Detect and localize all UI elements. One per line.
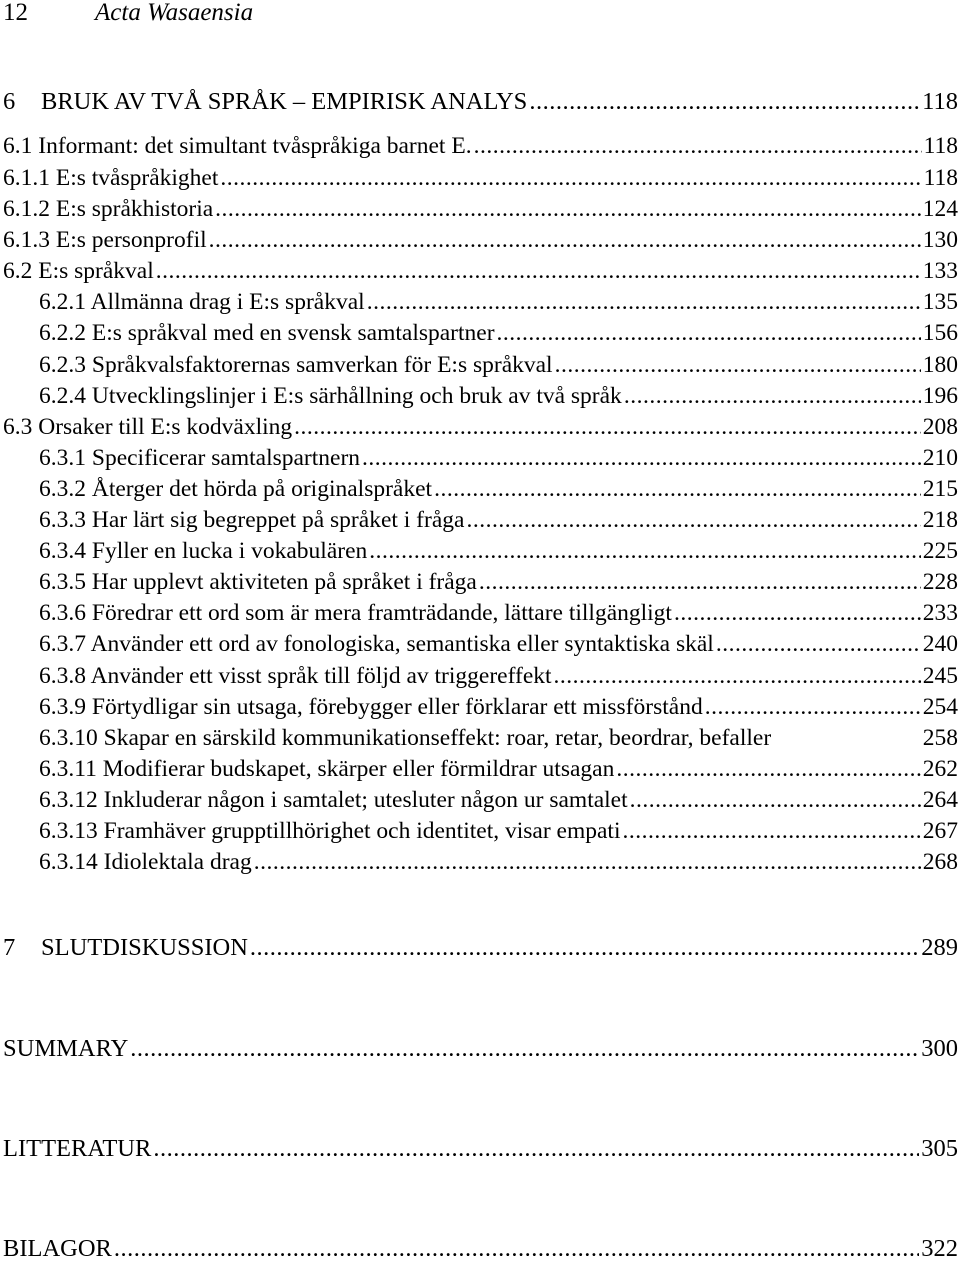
toc-dot-leader <box>630 785 921 816</box>
toc-entry[interactable] <box>3 225 958 256</box>
toc-dot-leader <box>466 505 920 536</box>
toc-entry[interactable] <box>39 443 958 474</box>
toc-entry[interactable] <box>39 847 958 878</box>
toc-entry-label: 6.1 Informant: det simultant tvåspråkiga barnet E. <box>3 133 472 159</box>
toc-entry-title <box>39 505 464 536</box>
toc-entry-label: BILAGOR <box>3 1235 112 1262</box>
toc-entry-label: 6.3.14 Idiolektala drag <box>39 849 252 875</box>
toc-entry-title <box>3 131 472 162</box>
toc-page-number: 240 <box>922 631 958 657</box>
toc-dot-leader <box>153 1133 919 1164</box>
toc-dot-leader <box>369 536 920 567</box>
toc-entry-title <box>39 598 672 629</box>
toc-entry[interactable] <box>39 318 958 349</box>
toc-page-number: 218 <box>922 507 958 533</box>
toc-entry-title <box>39 474 432 505</box>
toc-entry[interactable] <box>3 194 958 225</box>
toc-dot-leader <box>554 661 921 692</box>
toc-page-number: 258 <box>922 725 958 751</box>
toc-page-number: 245 <box>922 663 958 689</box>
toc-entry[interactable] <box>39 692 958 723</box>
toc-entry[interactable] <box>3 1133 958 1164</box>
toc-page-number: 267 <box>922 818 958 844</box>
toc-chapter-number: 6 <box>3 88 16 115</box>
toc-dot-leader <box>156 256 921 287</box>
toc-page-number: 130 <box>922 227 958 253</box>
toc-entry-title <box>3 86 527 117</box>
toc-entry-label: 6.3.8 Använder ett visst språk till följd av triggereffekt <box>39 663 552 689</box>
toc-dot-leader <box>705 692 921 723</box>
toc-dot-leader <box>215 194 921 225</box>
toc-entry[interactable] <box>3 131 958 162</box>
toc-entry-label: 6.3.9 Förtydligar sin utsaga, förebygger eller förklarar ett missförstånd <box>39 694 703 720</box>
toc-entry[interactable] <box>39 629 958 660</box>
toc-entry-title <box>39 692 703 723</box>
toc-dot-leader <box>294 412 921 443</box>
toc-entry[interactable] <box>39 816 958 847</box>
toc-page-number: 208 <box>922 414 958 440</box>
toc-dot-leader <box>497 318 921 349</box>
toc-page-number: 233 <box>922 600 958 626</box>
journal-title: Acta Wasaensia <box>95 0 254 26</box>
toc-page-number: 118 <box>922 88 958 115</box>
toc-entry[interactable] <box>39 381 958 412</box>
toc-entry-label: 6.2.3 Språkvalsfaktorernas samverkan för E:s språkval <box>39 352 553 378</box>
toc-entry[interactable] <box>39 350 958 381</box>
toc-entry-title <box>39 661 552 692</box>
toc-entry-label: 6.3.7 Använder ett ord av fonologiska, semantiska eller syntaktiska skäl <box>39 631 714 657</box>
toc-entry-label: 6.3.2 Återger det hörda på originalspråket <box>39 476 433 502</box>
toc-entry-label: 6.1.2 E:s språkhistoria <box>3 196 214 222</box>
toc-page-number: 210 <box>922 445 958 471</box>
toc-entry[interactable] <box>39 474 958 505</box>
toc-entry[interactable] <box>3 1233 958 1264</box>
toc-entry[interactable] <box>39 567 958 598</box>
toc-dot-leader <box>434 474 921 505</box>
toc-entry-label: 6.3.12 Inkluderar någon i samtalet; utesluter någon ur samtalet <box>39 787 628 813</box>
toc-entry-label: SLUTDISKUSSION <box>41 934 248 961</box>
toc-dot-leader <box>474 131 922 162</box>
toc-entry[interactable] <box>3 1033 958 1064</box>
toc-entry-label: 6.3.11 Modifierar budskapet, skärper eller förmildrar utsagan <box>39 756 615 782</box>
toc-page-number: 264 <box>922 787 958 813</box>
toc-dot-leader <box>220 163 921 194</box>
toc-entry-title <box>3 256 154 287</box>
toc-entry-title <box>39 754 614 785</box>
toc-entry-title <box>39 567 477 598</box>
toc-dot-leader <box>479 567 921 598</box>
toc-entry-title <box>3 194 213 225</box>
toc-entry-label: 6.3.10 Skapar en särskild kommunikationseffekt: roar, retar, beordrar, befaller <box>39 725 772 751</box>
toc-entry[interactable] <box>39 287 958 318</box>
toc-page-number: 228 <box>922 569 958 595</box>
toc-entry-label: 6.1.1 E:s tvåspråkighet <box>3 165 219 191</box>
toc-entry-label: 6.2.1 Allmänna drag i E:s språkval <box>39 289 365 315</box>
toc-entry-label: 6.3.13 Framhäver grupptillhörighet och identitet, visar empati <box>39 818 621 844</box>
page-number: 12 <box>3 0 28 26</box>
toc-entry-title <box>3 1233 112 1264</box>
toc-chapter-number: 7 <box>3 934 16 961</box>
toc-entry-title <box>39 536 367 567</box>
toc-entry-title <box>39 350 553 381</box>
toc-entry-title <box>39 443 360 474</box>
toc-entry-title <box>39 847 252 878</box>
toc-entry-title <box>3 1033 128 1064</box>
toc-entry[interactable] <box>39 505 958 536</box>
toc-entry[interactable] <box>39 536 958 567</box>
toc-entry[interactable] <box>39 723 958 754</box>
toc-dot-leader <box>716 629 921 660</box>
toc-entry-title <box>3 412 292 443</box>
toc-entry[interactable] <box>39 661 958 692</box>
toc-entry-label: 6.3.5 Har upplevt aktiviteten på språket i fråga <box>39 569 477 595</box>
toc-page-number: 305 <box>921 1135 958 1162</box>
toc-page-number: 118 <box>923 165 958 191</box>
toc-entry-label: 6.2.4 Utvecklingslinjer i E:s särhållning och bruk av två språk <box>39 383 622 409</box>
toc-entry-title <box>39 381 622 412</box>
toc-entry-title <box>39 785 628 816</box>
toc-dot-leader <box>616 754 920 785</box>
toc-dot-leader <box>254 847 921 878</box>
toc-dot-leader <box>529 86 920 117</box>
toc-page-number: 135 <box>922 289 958 315</box>
toc-dot-leader <box>674 598 921 629</box>
toc-entry[interactable] <box>39 754 958 785</box>
toc-page-number: 156 <box>922 320 958 346</box>
toc-entry-label: 6.2.2 E:s språkval med en svensk samtalspartner <box>39 320 495 346</box>
toc-entry-title <box>39 629 714 660</box>
toc-entry[interactable] <box>3 256 958 287</box>
toc-dot-leader <box>624 381 921 412</box>
toc-page-number: 196 <box>922 383 958 409</box>
toc-dot-leader <box>114 1233 919 1264</box>
toc-page-number: 289 <box>921 934 958 961</box>
toc-entry-label: 6.3.3 Har lärt sig begreppet på språket i fråga <box>39 507 465 533</box>
toc-entry[interactable] <box>3 86 958 117</box>
toc-entry[interactable] <box>39 598 958 629</box>
toc-dot-leader <box>130 1033 919 1064</box>
toc-entry-title <box>3 932 248 963</box>
toc-entry-label: 6.1.3 E:s personprofil <box>3 227 207 253</box>
toc-entry-title <box>39 287 365 318</box>
toc-entry-label: 6.3.1 Specificerar samtalspartnern <box>39 445 361 471</box>
toc-dot-leader <box>209 225 921 256</box>
toc-entry-label: 6.3 Orsaker till E:s kodväxling <box>3 414 293 440</box>
toc-entry-title <box>39 318 495 349</box>
toc-entry-label: BRUK AV TVÅ SPRÅK – EMPIRISK ANALYS <box>41 88 528 115</box>
toc-dot-leader <box>367 287 921 318</box>
toc-page-number: 225 <box>922 538 958 564</box>
toc-entry-label: SUMMARY <box>3 1035 129 1062</box>
toc-dot-leader <box>623 816 921 847</box>
toc-page-number: 262 <box>922 756 958 782</box>
toc-entry[interactable] <box>3 932 958 963</box>
toc-page-number: 300 <box>921 1035 958 1062</box>
toc-entry-label: 6.3.6 Föredrar ett ord som är mera framträdande, lättare tillgängligt <box>39 600 672 626</box>
running-header <box>3 0 253 28</box>
toc-page-number: 180 <box>922 352 958 378</box>
toc-entry-title <box>3 163 218 194</box>
toc-entry-label: 6.2 E:s språkval <box>3 258 154 284</box>
toc-entry-title <box>3 1133 151 1164</box>
toc-entry[interactable] <box>3 412 958 443</box>
toc-entry-label: 6.3.4 Fyller en lucka i vokabulären <box>39 538 368 564</box>
toc-dot-leader <box>555 350 921 381</box>
toc-dot-leader <box>250 932 919 963</box>
toc-page-number: 215 <box>922 476 958 502</box>
toc-entry[interactable] <box>3 163 958 194</box>
toc-dot-leader <box>362 443 921 474</box>
toc-entry[interactable] <box>39 785 958 816</box>
toc-entry-title <box>39 816 621 847</box>
toc-page-number: 118 <box>923 133 958 159</box>
toc-page-number: 124 <box>922 196 958 222</box>
toc-page-number: 254 <box>922 694 958 720</box>
toc-entry-title <box>39 723 771 754</box>
toc-page-number: 322 <box>921 1235 958 1262</box>
toc-page-number: 133 <box>922 258 958 284</box>
toc-entry-title <box>3 225 207 256</box>
toc-page-number: 268 <box>922 849 958 875</box>
toc-entry-label: LITTERATUR <box>3 1135 152 1162</box>
